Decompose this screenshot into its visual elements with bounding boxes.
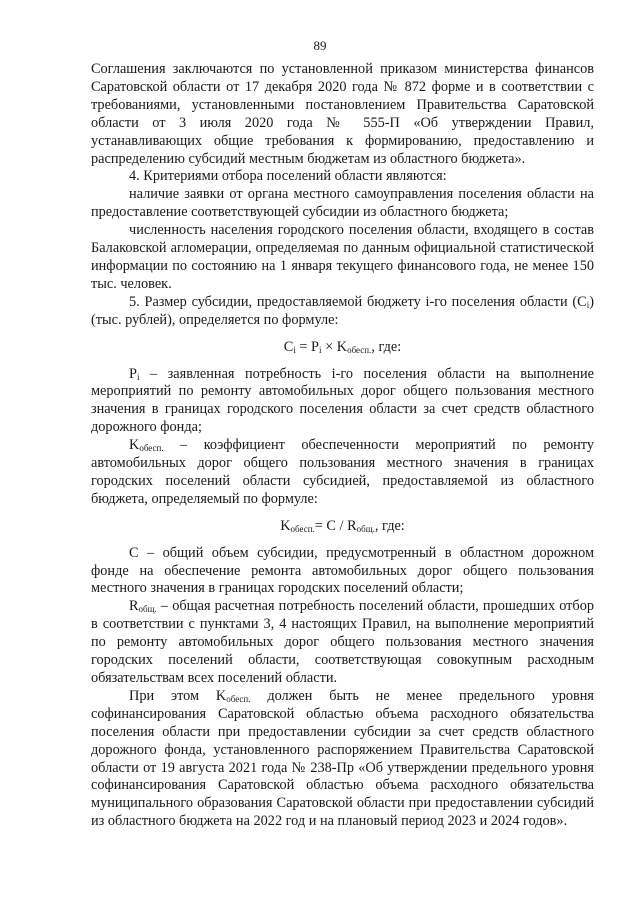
paragraph-cofinancing-level — [91, 688, 594, 831]
paragraph-criteria-population: численность населения городского поселения области, входящего в состав Балаковской агломерации, определяемая по данным официальной статистической информации по состоянию на 1 января текущего финансового года, не менее 150 тыс. человек. — [91, 222, 594, 292]
text-run: , где: — [374, 517, 405, 534]
text-run: ) (тыс. рублей), определяется по формуле: — [91, 293, 594, 328]
formula-symbol: K — [280, 517, 291, 534]
text-run: 5. Размер субсидии, предоставляемой бюджету i-го поселения области (C — [129, 293, 587, 310]
paragraph-criteria-heading: 4. Критериями отбора поселений области являются: — [129, 168, 447, 185]
text-run: При этом K — [129, 687, 227, 704]
paragraph-agreement: Соглашения заключаются по установленной приказом министерства финансов Саратовской области от 17 декабря 2020 года № 872 форме и в соответствии с требованиями, установленными постановлением Правительства Саратовской области от 3 июля 2020 года № 555-П «Об утверждении Правил, устанавливающих общие требования к формированию, предоставлению и распределению субсидий местным бюджетам из областного бюджета». — [91, 61, 594, 167]
formula-coefficient — [91, 518, 594, 536]
text-run: – заявленная потребность i-го поселения области на выполнение мероприятий по ремонту автомобильных дорог общего пользования местного значения в границах городского поселения области за счет средств областного дорожного фонда; — [91, 365, 594, 436]
subscript: i — [319, 344, 322, 355]
paragraph-criteria-application: наличие заявки от органа местного самоуправления поселения области на предоставление соответствующей субсидии из областного бюджета; — [91, 186, 594, 221]
formula-symbol: × K — [321, 338, 348, 355]
subscript: i — [136, 371, 140, 382]
paragraph-definition-c: C – общий объем субсидии, предусмотренный в областном дорожном фонде на обеспечение ремонта автомобильных дорог общего пользования местного значения в границах городских поселений области; — [91, 544, 594, 597]
subscript: обесп. — [290, 523, 315, 534]
subscript: обесп. — [347, 344, 372, 355]
formula-symbol: P — [129, 365, 137, 382]
subscript: обесп. — [226, 693, 251, 704]
text-run: должен быть не менее предельного уровня софинансирования Саратовской областью объема расходного обязательства поселения области при предоставлении субсидии за счет средств областного дорожного фонда, установленного распоряжением Правительства Саратовской области от 19 августа 2021 года № 238-Пр «Об утверждении предельного уровня софинансирования Саратовской областью объема расходного обязательства муниципального образования Саратовской области при предоставлении субсидий из областного бюджета на 2022 год и на плановый период 2023 и 2024 годов». — [91, 687, 594, 830]
text-run: , где: — [371, 338, 402, 355]
subscript: i — [586, 299, 590, 310]
paragraph-definition-k — [91, 437, 594, 509]
text-run: – коэффициент обеспеченности мероприятий по ремонту автомобильных дорог общего пользования местного значения в границах городских поселений области субсидией, предоставляемой из областного бюджета, определяемый по формуле: — [91, 437, 594, 507]
paragraph-definition-r — [91, 598, 594, 688]
page-number: 89 — [313, 38, 327, 53]
paragraph-subsidy-size — [91, 294, 594, 330]
formula-symbol: = C / R — [314, 517, 357, 534]
paragraph-definition-p — [91, 366, 594, 438]
formula-symbol: R — [129, 598, 139, 615]
formula-symbol: K — [129, 437, 140, 454]
subscript: общ. — [138, 604, 157, 615]
subscript: i — [293, 344, 296, 355]
subscript: обесп. — [139, 443, 164, 454]
formula-subsidy — [91, 339, 594, 357]
subscript: общ. — [356, 523, 375, 534]
formula-symbol: = P — [295, 338, 319, 355]
text-run: – общая расчетная потребность поселений области, прошедших отбор в соответствии с пунктами 3, 4 настоящих Правил, на выполнение мероприятий по ремонту автомобильных дорог общего пользования местного значения городских поселений области, соответствующая совокупным расходным обязательствам всех поселений области. — [91, 598, 594, 686]
document-body — [91, 61, 594, 831]
formula-symbol: C — [283, 338, 294, 355]
